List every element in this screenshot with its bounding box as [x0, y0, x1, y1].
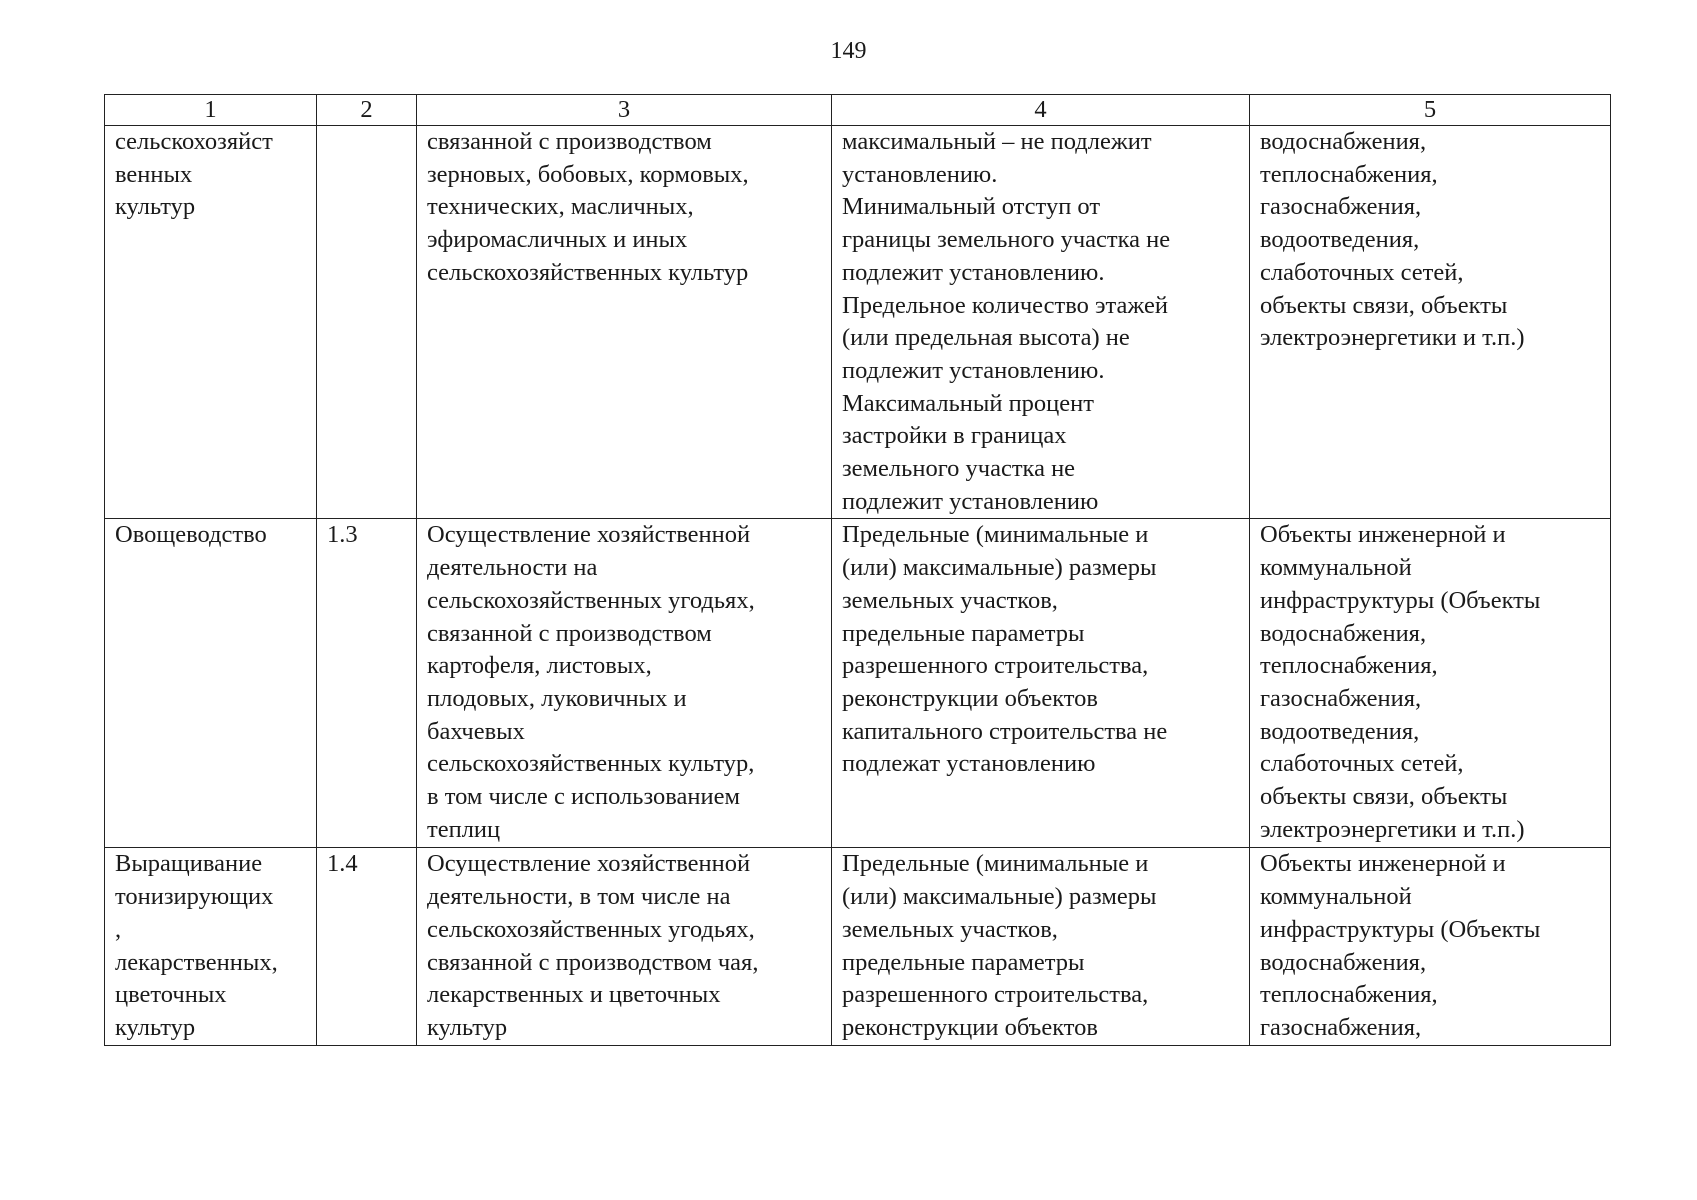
column-header-4: 4	[832, 95, 1250, 126]
parameters-cell: Предельные (минимальные и (или) максимальные) размеры земельных участков, предельные параметры разрешенного строительства, реконструкции объектов	[832, 848, 1250, 1045]
table-header-row	[105, 95, 1611, 126]
column-header-5: 5	[1250, 95, 1611, 126]
table-row	[105, 848, 1611, 1045]
auxiliary-uses-cell: Объекты инженерной и коммунальной инфраструктуры (Объекты водоснабжения, теплоснабжения, газоснабжения, водоотведения, слаботочных сетей, объекты связи, объекты электроэнергетики и т.п.)	[1250, 519, 1611, 848]
column-header-3: 3	[417, 95, 832, 126]
auxiliary-uses-cell: водоснабжения, теплоснабжения, газоснабжения, водоотведения, слаботочных сетей, объекты связи, объекты электроэнергетики и т.п.)	[1250, 126, 1611, 519]
code-cell	[317, 126, 417, 519]
column-header-1: 1	[105, 95, 317, 126]
auxiliary-uses-cell: Объекты инженерной и коммунальной инфраструктуры (Объекты водоснабжения, теплоснабжения, газоснабжения,	[1250, 848, 1611, 1045]
column-header-2: 2	[317, 95, 417, 126]
description-cell: Осуществление хозяйственной деятельности, в том числе на сельскохозяйственных угодьях, связанной с производством чая, лекарственных и цветочных культур	[417, 848, 832, 1045]
land-use-name-cell: сельскохозяйст венных культур	[105, 126, 317, 519]
land-use-name-cell: Выращивание тонизирующих , лекарственных, цветочных культур	[105, 848, 317, 1045]
land-use-name-cell: Овощеводство	[105, 519, 317, 848]
page-number: 149	[830, 38, 867, 64]
code-cell: 1.4	[317, 848, 417, 1045]
table-row	[105, 126, 1611, 519]
parameters-cell: максимальный – не подлежит установлению. Минимальный отступ от границы земельного участка не подлежит установлению. Предельное количество этажей (или предельная высота) не подлежит установлению. Максимальный процент застройки в границах земельного участка не подлежит установлению	[832, 126, 1250, 519]
parameters-cell: Предельные (минимальные и (или) максимальные) размеры земельных участков, предельные параметры разрешенного строительства, реконструкции объектов капитального строительства не подлежат установлению	[832, 519, 1250, 848]
description-cell: Осуществление хозяйственной деятельности на сельскохозяйственных угодьях, связанной с производством картофеля, листовых, плодовых, луковичных и бахчевых сельскохозяйственных культур, в том числе с использованием теплиц	[417, 519, 832, 848]
zoning-table	[104, 94, 1611, 1046]
table-row	[105, 519, 1611, 848]
code-cell: 1.3	[317, 519, 417, 848]
description-cell: связанной с производством зерновых, бобовых, кормовых, технических, масличных, эфиромасличных и иных сельскохозяйственных культур	[417, 126, 832, 519]
